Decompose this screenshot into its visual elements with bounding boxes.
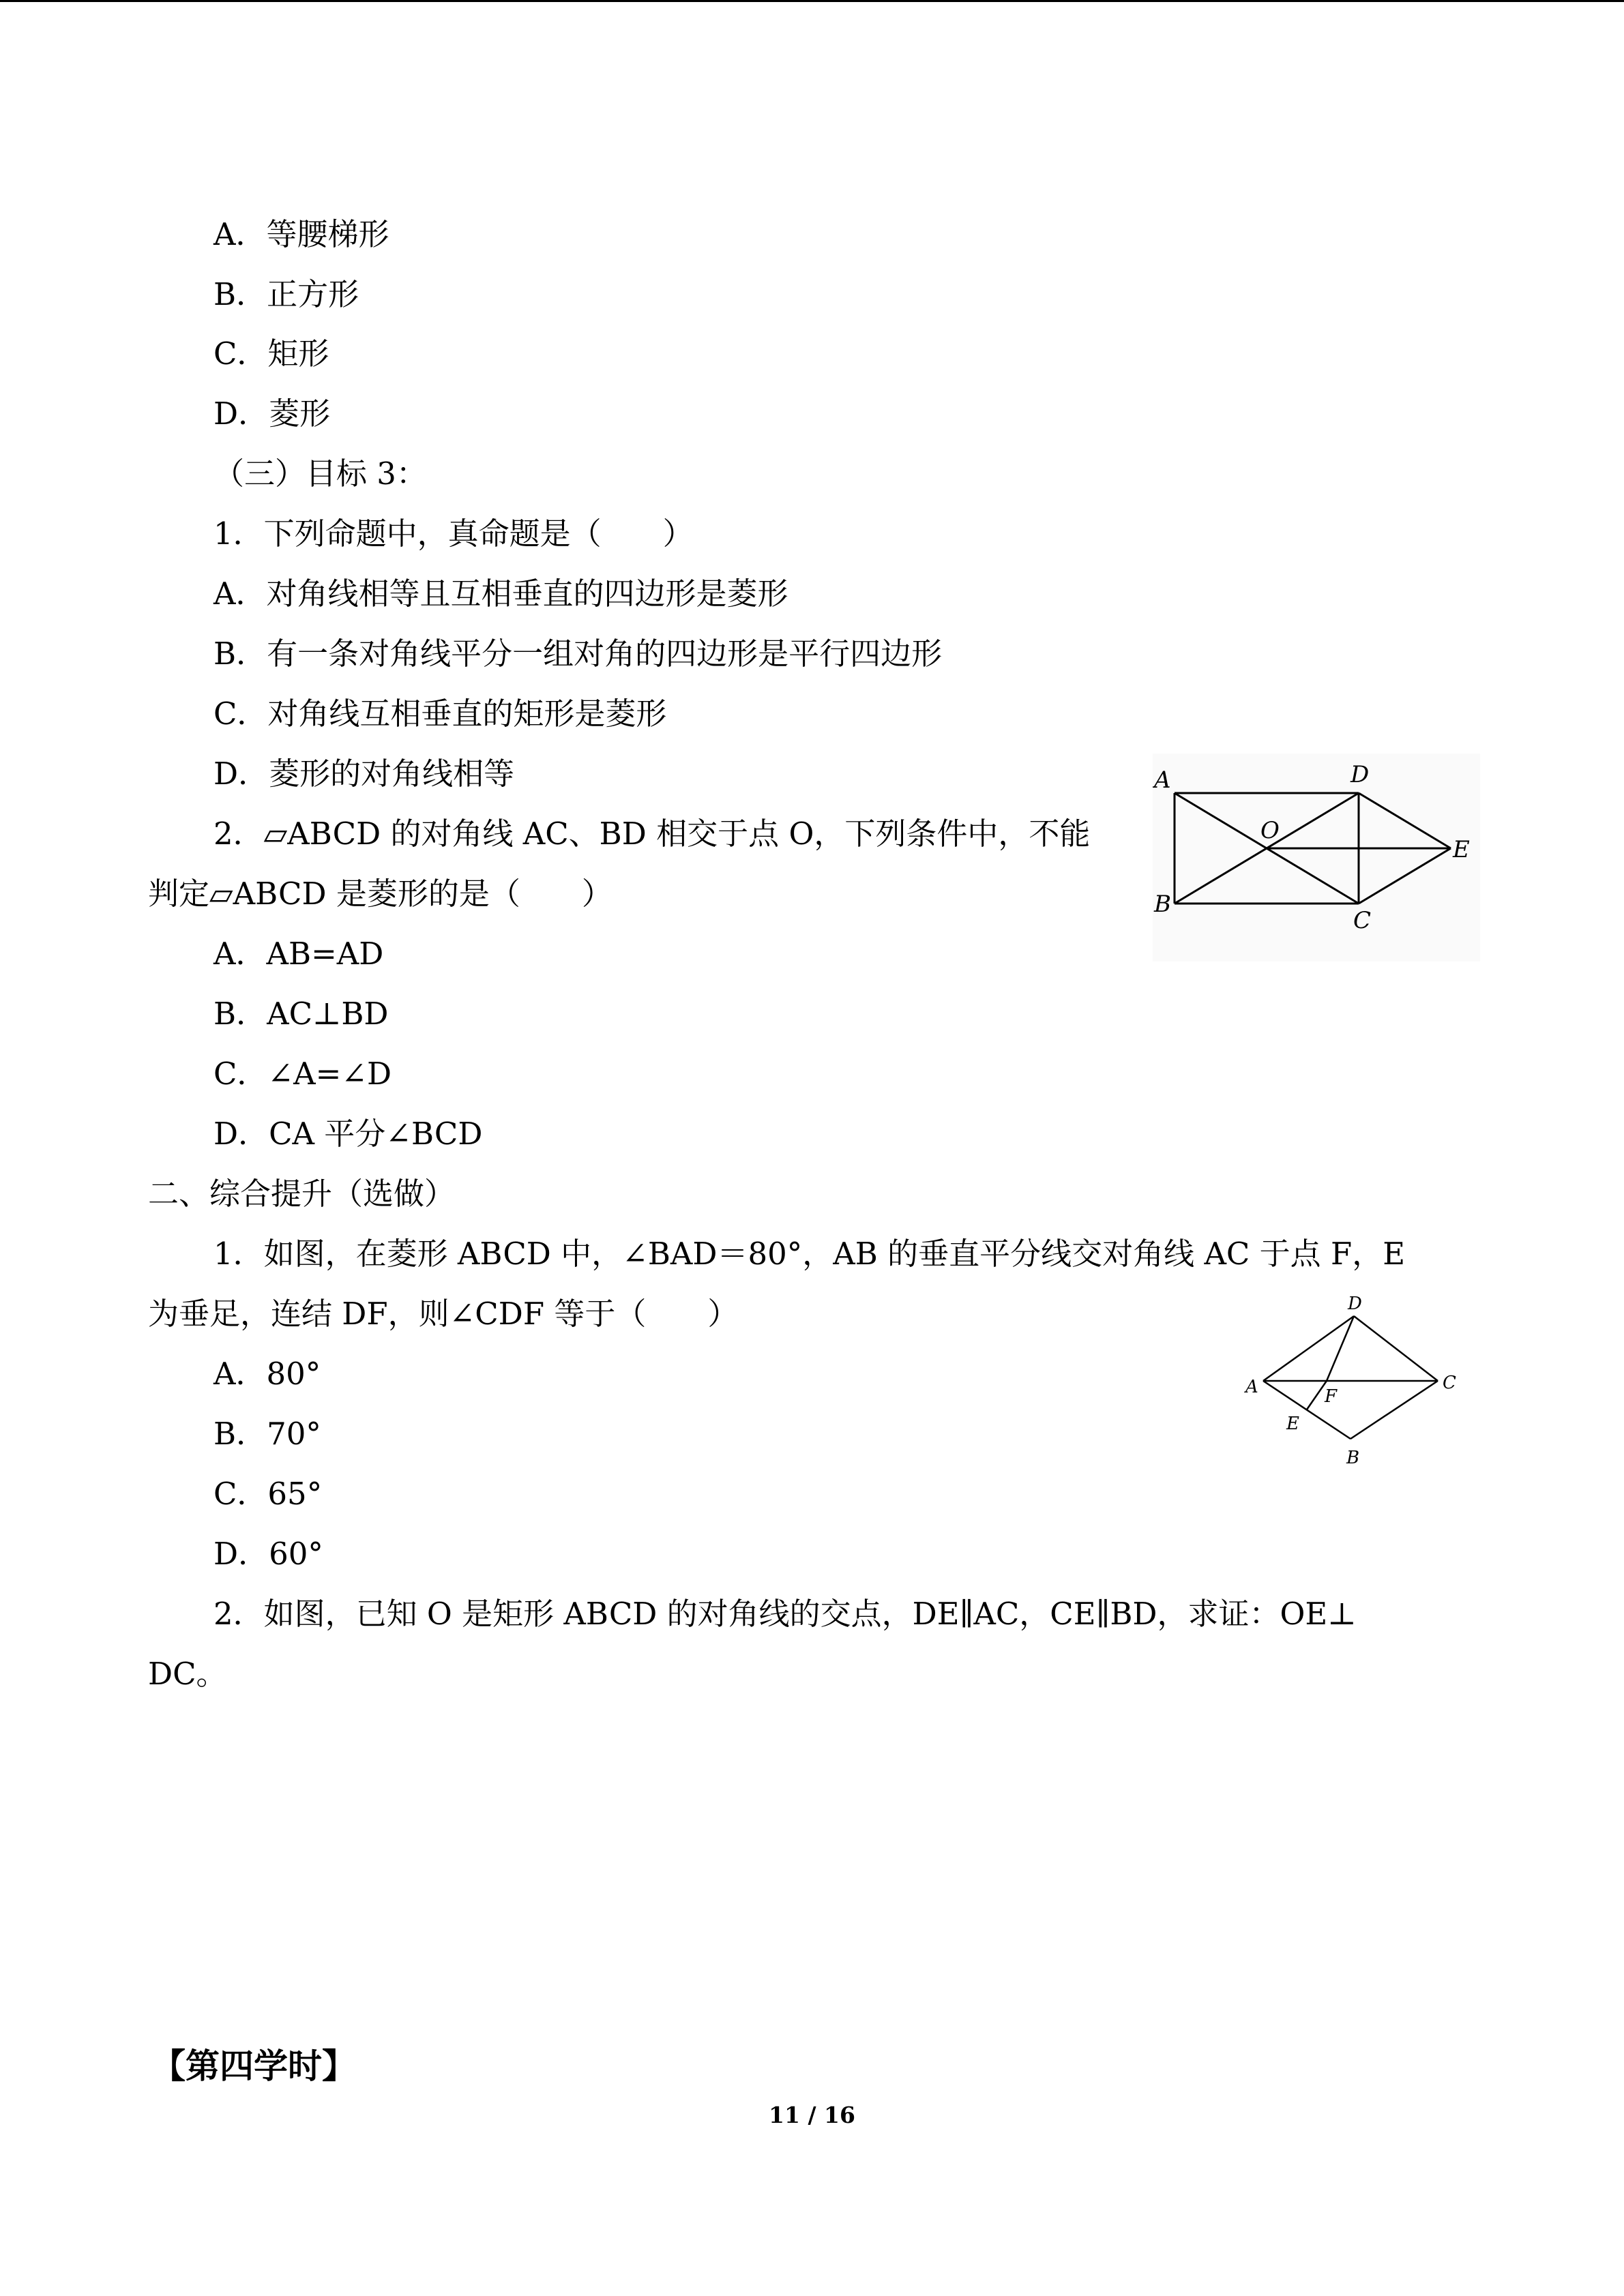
label-a: A (1245, 1377, 1258, 1397)
option-b: B．正方形 (213, 276, 359, 312)
option-a: A．等腰梯形 (213, 216, 389, 252)
segment-ba (1263, 1381, 1350, 1439)
page-top-rule (0, 0, 1624, 2)
q2-stem-line2: 判定▱ABCD 是菱形的是（ ） (148, 876, 612, 912)
label-b: B (1346, 1448, 1360, 1468)
q3-option-b: B．70° (213, 1416, 321, 1452)
q1-option-b: B．有一条对角线平分一组对角的四边形是平行四边形 (213, 636, 943, 672)
next-section-heading: 【第四学时】 (151, 2046, 356, 2086)
q3-option-d: D．60° (213, 1536, 323, 1572)
section-2-title: 二、综合提升（选做） (148, 1176, 456, 1212)
segment-cb (1350, 1381, 1438, 1439)
q3-option-c: C．65° (213, 1476, 323, 1512)
q3-stem-line2: 为垂足，连结 DF，则∠CDF 等于（ ） (148, 1296, 739, 1332)
q1-option-c: C．对角线互相垂直的矩形是菱形 (213, 696, 667, 732)
q3-stem-line1: 1．如图，在菱形 ABCD 中，∠BAD＝80°，AB 的垂直平分线交对角线 AC 于点 F，E (213, 1236, 1406, 1272)
label-o: O (1260, 817, 1280, 844)
label-d: D (1348, 1294, 1362, 1314)
page-number: 11 / 16 (769, 2102, 855, 2128)
q3-option-a: A．80° (213, 1356, 321, 1392)
q2-stem-line1: 2．▱ABCD 的对角线 AC、BD 相交于点 O，下列条件中，不能 (213, 816, 1091, 852)
q1-stem: 1．下列命题中，真命题是（ ） (213, 516, 694, 552)
section-target-3: （三）目标 3： (213, 456, 427, 492)
option-d: D．菱形 (213, 396, 331, 432)
label-e: E (1453, 836, 1470, 863)
q2-option-a: A．AB=AD (213, 936, 384, 972)
segment-dc (1354, 1316, 1438, 1381)
q1-option-a: A．对角线相等且互相垂直的四边形是菱形 (213, 576, 788, 612)
label-c: C (1443, 1373, 1456, 1393)
q4-stem-line2: DC。 (148, 1656, 227, 1692)
q1-option-d: D．菱形的对角线相等 (213, 756, 515, 792)
rhombus-figure (1235, 1289, 1466, 1473)
label-e: E (1286, 1414, 1299, 1434)
label-a: A (1154, 766, 1171, 794)
q4-stem-line1: 2．如图，已知 O 是矩形 ABCD 的对角线的交点，DE∥AC，CE∥BD，求证：OE⊥ (213, 1596, 1357, 1632)
label-c: C (1353, 907, 1372, 934)
label-f: F (1325, 1386, 1338, 1407)
segment-fe (1307, 1381, 1327, 1410)
q2-option-d: D．CA 平分∠BCD (213, 1116, 483, 1152)
q2-option-c: C．∠A=∠D (213, 1056, 392, 1092)
label-d: D (1350, 761, 1370, 788)
option-c: C．矩形 (213, 336, 329, 372)
rectangle-figure (1153, 754, 1480, 961)
q2-option-b: B．AC⊥BD (213, 996, 389, 1032)
label-b: B (1154, 891, 1171, 918)
